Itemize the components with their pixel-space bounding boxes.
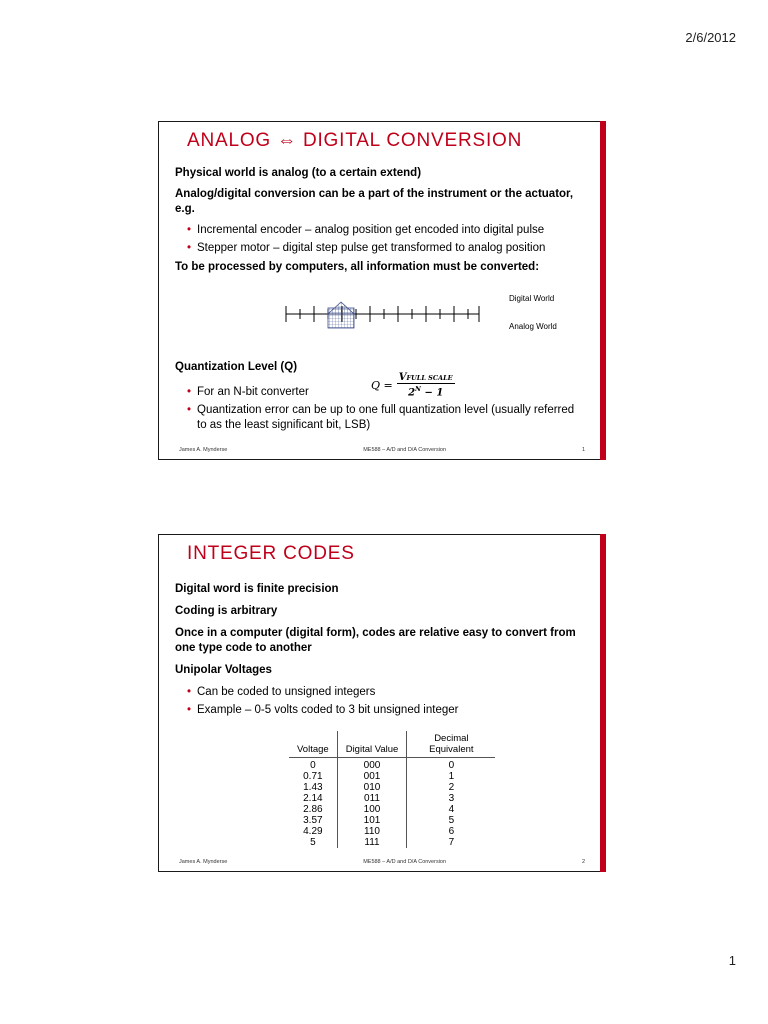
- column-header: Digital Value: [337, 731, 407, 758]
- text-line: Analog/digital conversion can be a part of the instrument or the actuator, e.g.: [175, 187, 574, 215]
- table-cell: 3: [448, 793, 455, 804]
- table-row: [289, 793, 495, 804]
- table-row: [289, 771, 495, 782]
- integer-codes-table: [289, 731, 495, 848]
- digital-world-label: Digital World: [509, 294, 555, 303]
- text-line: Unipolar Voltages: [175, 663, 272, 676]
- column-header: Decimal Equivalent: [407, 731, 496, 758]
- table-cell: 100: [337, 804, 407, 815]
- table-cell: 110: [337, 826, 407, 837]
- slide-footer: [179, 859, 585, 865]
- bullet-item: • Stepper motor – digital step pulse get transformed to analog position: [187, 241, 585, 256]
- page-date: 2/6/2012: [685, 30, 736, 45]
- footer-author: James A. Mynderse: [179, 447, 228, 453]
- analog-world-label: Analog World: [509, 322, 557, 331]
- formula-numerator: VFULL SCALE: [398, 372, 453, 383]
- table-cell: 1: [448, 771, 455, 782]
- table-cell: 0.71: [289, 771, 337, 782]
- column-header: Voltage: [289, 731, 337, 758]
- formula-lhs: Q =: [371, 378, 393, 392]
- table-cell: 0: [289, 758, 337, 772]
- table-cell: 5: [289, 837, 337, 848]
- formula-denominator: $2^N - 1$: [408, 385, 444, 399]
- quantization-formula: [371, 372, 455, 398]
- table-cell: 2.86: [289, 804, 337, 815]
- slide-title: ANALOG ⇔ DIGITAL CONVERSION: [187, 130, 523, 151]
- bullet-item: • Example – 0-5 volts coded to 3 bit unsigned integer: [187, 703, 585, 718]
- bullet-item: • For an N-bit converter: [187, 385, 585, 400]
- table-cell: 5: [448, 815, 455, 826]
- table-cell: 111: [337, 837, 407, 848]
- bullet-list: [187, 685, 585, 718]
- table-cell: 1.43: [289, 782, 337, 793]
- table-cell: 6: [448, 826, 455, 837]
- table-row: [289, 815, 495, 826]
- slide-footer: [179, 447, 585, 453]
- table-cell: 3.57: [289, 815, 337, 826]
- table-row: [289, 826, 495, 837]
- text-line: Once in a computer (digital form), codes are relative easy to convert from one type code to another: [175, 626, 576, 654]
- table-cell: 001: [337, 771, 407, 782]
- table-cell: 2.14: [289, 793, 337, 804]
- slide-analog-digital: [158, 121, 606, 460]
- table-row: [289, 782, 495, 793]
- table-row: [289, 804, 495, 815]
- bullet-item: • Quantization error can be up to one full quantization level (usually referred to as the least significant bit, LSB): [187, 403, 585, 433]
- slide-title: INTEGER CODES: [187, 543, 355, 564]
- table-header-row: [289, 731, 495, 758]
- table-cell: 4: [448, 804, 455, 815]
- quant-heading: Quantization Level (Q): [175, 361, 298, 373]
- table-cell: 101: [337, 815, 407, 826]
- table-cell: 0: [448, 760, 455, 771]
- slide-body: [175, 582, 585, 722]
- footer-course: ME588 – A/D and D/A Conversion: [363, 447, 447, 453]
- table-row: [289, 837, 495, 848]
- page-number: 1: [728, 953, 736, 968]
- footer-slide-number: 2: [581, 859, 585, 865]
- footer-slide-number: 1: [581, 447, 585, 453]
- bullet-item: • Incremental encoder – analog position get encoded into digital pulse: [187, 223, 585, 238]
- table-cell: 4.29: [289, 826, 337, 837]
- footer-author: James A. Mynderse: [179, 859, 228, 865]
- table-cell: 011: [337, 793, 407, 804]
- bullet-list: [187, 223, 585, 256]
- text-line: Digital word is finite precision: [175, 583, 339, 595]
- slide-body: [175, 166, 585, 281]
- text-line: Physical world is analog (to a certain extend): [175, 167, 422, 179]
- text-line: To be processed by computers, all information must be converted:: [175, 260, 540, 273]
- table-cell: 2: [448, 782, 455, 793]
- formula-fraction: [397, 372, 455, 398]
- table-row: [289, 758, 495, 772]
- footer-course: ME588 – A/D and D/A Conversion: [363, 859, 447, 865]
- table-cell: 7: [448, 837, 455, 848]
- table-cell: 010: [337, 782, 407, 793]
- slide-integer-codes: [158, 534, 606, 872]
- quantization-diagram: [284, 300, 484, 330]
- bullet-item: • Can be coded to unsigned integers: [187, 685, 585, 700]
- table-cell: 000: [337, 758, 407, 772]
- text-line: Coding is arbitrary: [175, 604, 278, 617]
